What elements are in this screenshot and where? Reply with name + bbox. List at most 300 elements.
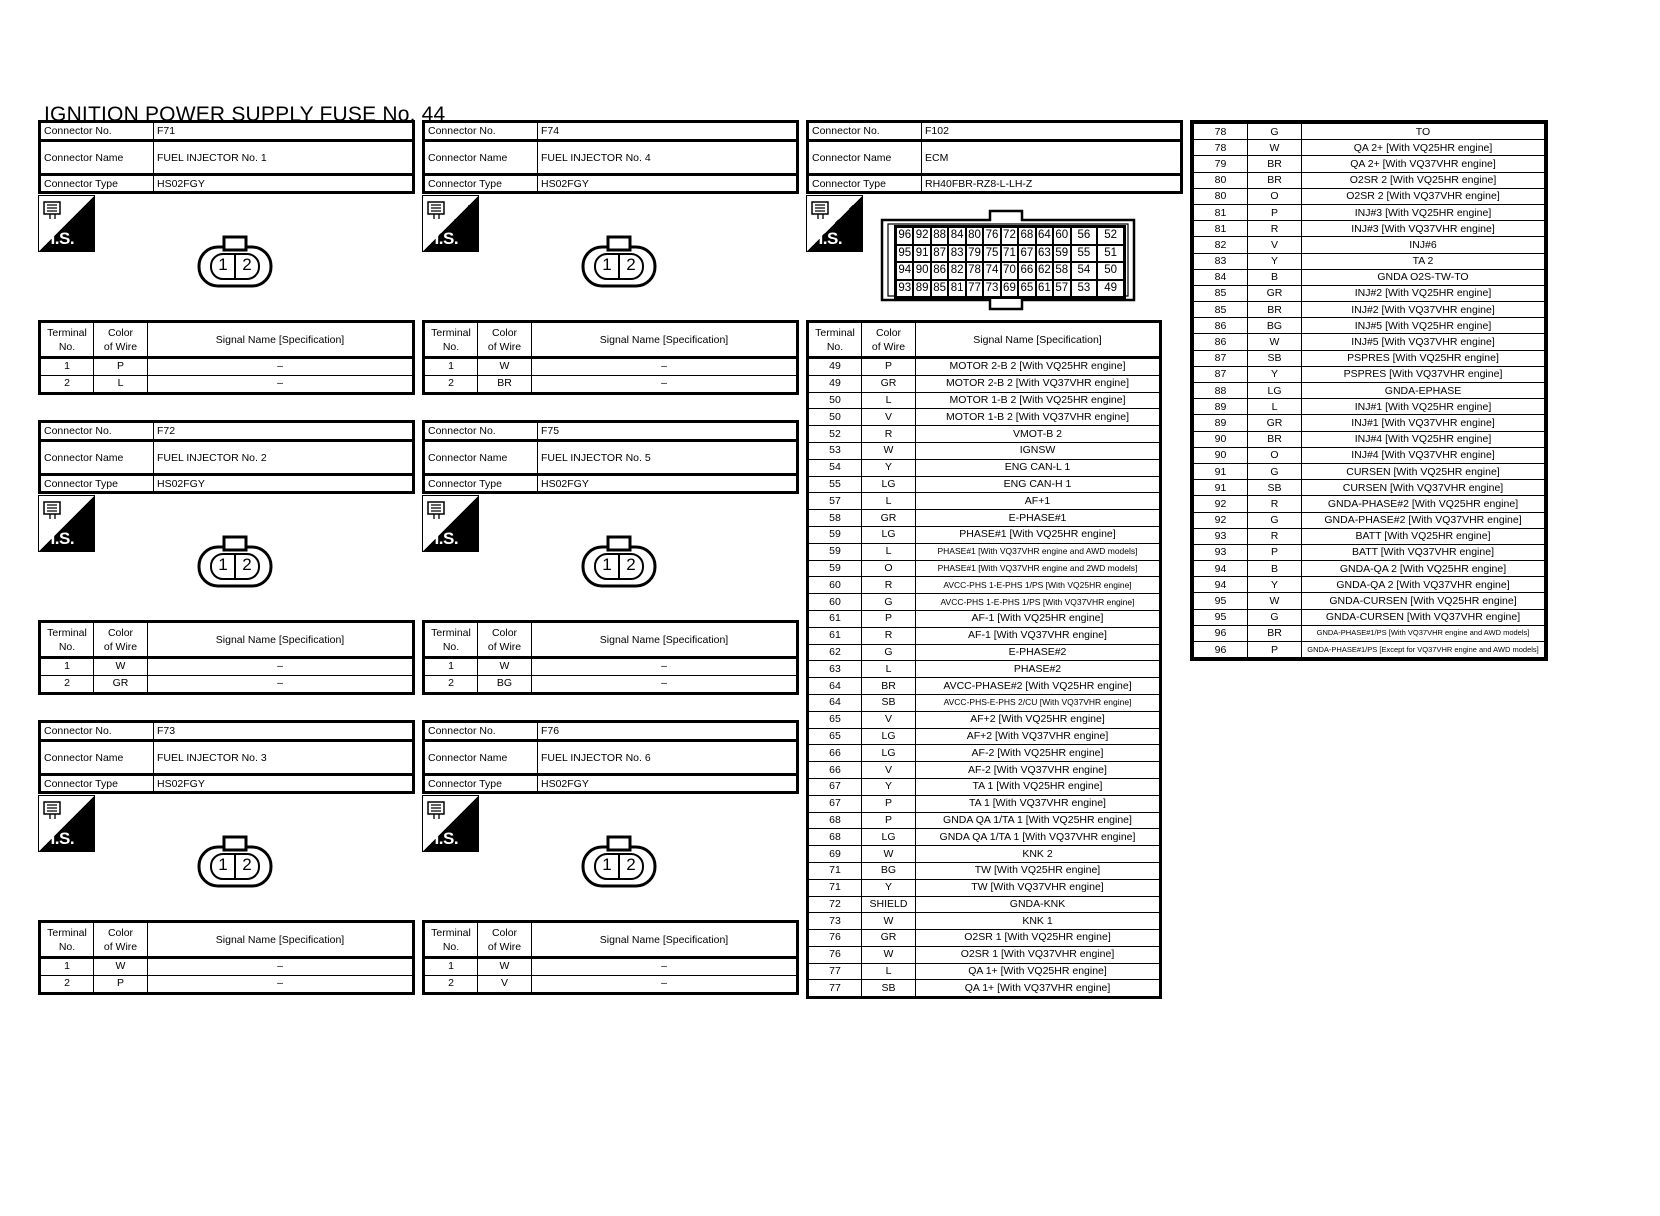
signal-cell: GNDA-EPHASE xyxy=(1302,383,1545,399)
terminal-no-header xyxy=(808,322,862,358)
header-line: Terminal xyxy=(431,926,471,939)
connector-no-label: Connector No. xyxy=(40,722,154,741)
terminal-no-cell: 76 xyxy=(808,946,862,963)
wire-color-cell: Y xyxy=(1248,366,1302,382)
terminal-no-cell: 95 xyxy=(1194,593,1248,609)
terminal-no-cell: 77 xyxy=(808,963,862,980)
wire-color-cell: W xyxy=(94,958,148,976)
wire-color-cell: GR xyxy=(862,510,916,527)
signal-header: Signal Name [Specification] xyxy=(532,322,798,358)
signal-cell: INJ#4 [With VQ25HR engine] xyxy=(1302,431,1545,447)
table-row xyxy=(1194,302,1545,318)
two-pin-connector-face xyxy=(581,235,657,289)
terminal-no-cell: 67 xyxy=(808,778,862,795)
table-row xyxy=(424,675,798,693)
terminal-no-cell: 69 xyxy=(808,846,862,863)
signal-cell: KNK 2 xyxy=(916,846,1161,863)
signal-cell: KNK 1 xyxy=(916,913,1161,930)
wire-color-cell: BR xyxy=(1248,431,1302,447)
color-header xyxy=(94,622,148,658)
signal-cell: O2SR 2 [With VQ37VHR engine] xyxy=(1302,188,1545,204)
pin-cell: 53 xyxy=(1071,280,1098,298)
wire-color-cell: L xyxy=(862,493,916,510)
signal-cell: – xyxy=(532,358,798,376)
connector-no-value: F72 xyxy=(154,422,414,441)
wire-color-cell: W xyxy=(478,958,532,976)
terminal-no-header xyxy=(424,322,478,358)
header-line: Terminal xyxy=(47,626,87,639)
pin-cell: 49 xyxy=(1097,280,1124,298)
pin-label: 2 xyxy=(626,555,636,574)
signal-cell: O2SR 2 [With VQ25HR engine] xyxy=(1302,172,1545,188)
terminal-no-cell: 2 xyxy=(424,675,478,693)
header-line: of Wire xyxy=(487,340,522,353)
terminal-no-cell: 59 xyxy=(808,543,862,560)
signal-cell: TO xyxy=(1302,124,1545,140)
signal-cell: – xyxy=(148,358,414,376)
pin-cell: 87 xyxy=(931,245,948,263)
terminal-no-cell: 2 xyxy=(424,975,478,993)
connector-type-label: Connector Type xyxy=(424,175,538,193)
wire-color-cell: BR xyxy=(478,375,532,393)
table-row xyxy=(808,493,1161,510)
terminal-no-cell: 68 xyxy=(808,812,862,829)
table-row xyxy=(808,375,1161,392)
pin-cell: 50 xyxy=(1097,262,1124,280)
table-row xyxy=(1194,140,1545,156)
signal-cell: – xyxy=(532,375,798,393)
signal-cell: GNDA-QA 2 [With VQ37VHR engine] xyxy=(1302,577,1545,593)
header-line: Terminal xyxy=(47,926,87,939)
hs-label: H.S. xyxy=(427,529,459,548)
table-row xyxy=(1194,253,1545,269)
terminal-no-cell: 2 xyxy=(40,975,94,993)
table-row xyxy=(808,610,1161,627)
wire-color-cell: Y xyxy=(862,778,916,795)
pin-label: 2 xyxy=(626,855,636,874)
signal-cell: GNDA-QA 2 [With VQ25HR engine] xyxy=(1302,561,1545,577)
wire-color-cell: W xyxy=(1248,334,1302,350)
terminal-no-cell: 92 xyxy=(1194,496,1248,512)
terminal-no-cell: 86 xyxy=(1194,318,1248,334)
connector-type-value: HS02FGY xyxy=(538,175,798,193)
pin-cell: 92 xyxy=(913,227,930,245)
signal-cell: GNDA-PHASE#2 [With VQ37VHR engine] xyxy=(1302,512,1545,528)
terminal-no-cell: 95 xyxy=(1194,609,1248,625)
wire-color-cell: BR xyxy=(1248,156,1302,172)
connector-name-label: Connector Name xyxy=(424,141,538,175)
terminal-no-cell: 53 xyxy=(808,442,862,459)
table-row xyxy=(808,728,1161,745)
terminal-no-cell: 50 xyxy=(808,392,862,409)
wire-color-cell: O xyxy=(1248,188,1302,204)
pin-cell: 62 xyxy=(1036,262,1053,280)
wire-color-cell: V xyxy=(862,711,916,728)
connector-name-value: FUEL INJECTOR No. 5 xyxy=(538,441,798,475)
terminal-no-cell: 59 xyxy=(808,560,862,577)
header-line: No. xyxy=(442,640,460,653)
signal-cell: INJ#4 [With VQ37VHR engine] xyxy=(1302,447,1545,463)
signal-cell: – xyxy=(532,958,798,976)
pin-cell: 90 xyxy=(913,262,930,280)
table-row xyxy=(1194,285,1545,301)
signal-cell: – xyxy=(148,675,414,693)
pin-cell: 85 xyxy=(931,280,948,298)
header-line: Terminal xyxy=(431,626,471,639)
wire-color-cell: V xyxy=(862,762,916,779)
terminal-no-cell: 1 xyxy=(40,958,94,976)
pin-cell: 74 xyxy=(983,262,1000,280)
table-row xyxy=(1194,593,1545,609)
pin-cell: 51 xyxy=(1097,245,1124,263)
wire-color-cell: R xyxy=(862,426,916,443)
harness-side-icon xyxy=(38,795,95,852)
signal-cell: – xyxy=(532,658,798,676)
terminal-no-cell: 64 xyxy=(808,694,862,711)
pin-cell: 84 xyxy=(948,227,965,245)
header-line: No. xyxy=(58,940,76,953)
terminal-no-header xyxy=(40,622,94,658)
table-row xyxy=(808,661,1161,678)
wire-color-cell: W xyxy=(478,658,532,676)
pin-cell: 52 xyxy=(1097,227,1124,245)
pin-cell: 91 xyxy=(913,245,930,263)
hs-label: H.S. xyxy=(811,229,843,248)
pin-cell: 77 xyxy=(966,280,983,298)
table-row xyxy=(1194,350,1545,366)
table-row xyxy=(808,896,1161,913)
wire-color-cell: Y xyxy=(862,879,916,896)
table-row xyxy=(1194,496,1545,512)
signal-cell: TA 1 [With VQ25HR engine] xyxy=(916,778,1161,795)
signal-cell: INJ#2 [With VQ37VHR engine] xyxy=(1302,302,1545,318)
connector-glyph-icon xyxy=(426,199,448,221)
signal-cell: TA 1 [With VQ37VHR engine] xyxy=(916,795,1161,812)
terminal-no-cell: 65 xyxy=(808,728,862,745)
wire-color-cell: B xyxy=(1248,269,1302,285)
signal-cell: GNDA-PHASE#1/PS [Except for VQ37VHR engine and AWD models] xyxy=(1302,642,1545,658)
wire-color-cell: Y xyxy=(1248,253,1302,269)
wire-color-cell: G xyxy=(862,644,916,661)
color-header xyxy=(862,322,916,358)
pin-cell: 54 xyxy=(1071,262,1098,280)
pin-label: 1 xyxy=(602,555,612,574)
wire-color-cell: W xyxy=(478,358,532,376)
wire-color-cell: LG xyxy=(862,526,916,543)
color-header xyxy=(478,922,532,958)
header-line: of Wire xyxy=(487,940,522,953)
table-row xyxy=(40,358,414,376)
signal-cell: PSPRES [With VQ25HR engine] xyxy=(1302,350,1545,366)
terminal-no-cell: 91 xyxy=(1194,480,1248,496)
connector-no-value: F102 xyxy=(922,122,1182,141)
terminal-no-cell: 2 xyxy=(40,675,94,693)
terminal-no-cell: 55 xyxy=(808,476,862,493)
wire-color-cell: G xyxy=(1248,463,1302,479)
signal-cell: QA 2+ [With VQ37VHR engine] xyxy=(1302,156,1545,172)
table-row xyxy=(808,879,1161,896)
pin-cell: 69 xyxy=(1001,280,1018,298)
terminal-no-cell: 1 xyxy=(424,658,478,676)
table-row xyxy=(1194,463,1545,479)
connector-no-value: F76 xyxy=(538,722,798,741)
signal-cell: PHASE#2 xyxy=(916,661,1161,678)
wire-color-cell: GR xyxy=(94,675,148,693)
terminal-no-cell: 85 xyxy=(1194,302,1248,318)
terminal-no-cell: 77 xyxy=(808,980,862,998)
wire-color-cell: BG xyxy=(1248,318,1302,334)
connector-type-value: HS02FGY xyxy=(154,775,414,793)
color-header xyxy=(478,322,532,358)
ecm-terminal-table-continued xyxy=(1190,120,1548,661)
signal-cell: ENG CAN-H 1 xyxy=(916,476,1161,493)
connector-name-label: Connector Name xyxy=(424,441,538,475)
wire-color-cell: O xyxy=(862,560,916,577)
connector-type-label: Connector Type xyxy=(808,175,922,193)
pin-row xyxy=(896,280,1124,298)
pin-label: 2 xyxy=(242,855,252,874)
hs-label: H.S. xyxy=(43,529,75,548)
signal-cell: MOTOR 1-B 2 [With VQ25HR engine] xyxy=(916,392,1161,409)
terminal-no-cell: 66 xyxy=(808,762,862,779)
pin-cell: 61 xyxy=(1036,280,1053,298)
pin-cell: 63 xyxy=(1036,245,1053,263)
harness-side-icon xyxy=(806,195,863,252)
terminal-no-cell: 66 xyxy=(808,745,862,762)
terminal-table xyxy=(422,320,799,395)
signal-cell: QA 1+ [With VQ37VHR engine] xyxy=(916,980,1161,998)
pin-cell: 80 xyxy=(966,227,983,245)
terminal-no-cell: 60 xyxy=(808,594,862,611)
signal-header: Signal Name [Specification] xyxy=(532,922,798,958)
header-line: Color xyxy=(491,326,518,339)
terminal-no-cell: 90 xyxy=(1194,431,1248,447)
pin-cell: 82 xyxy=(948,262,965,280)
wire-color-cell: SHIELD xyxy=(862,896,916,913)
connector-type-value: HS02FGY xyxy=(538,475,798,493)
wire-color-cell: P xyxy=(862,610,916,627)
header-line: No. xyxy=(826,340,844,353)
signal-cell: INJ#3 [With VQ37VHR engine] xyxy=(1302,221,1545,237)
wire-color-cell: W xyxy=(862,946,916,963)
table-row xyxy=(808,862,1161,879)
wire-color-cell: BR xyxy=(1248,625,1302,641)
terminal-no-cell: 1 xyxy=(40,658,94,676)
table-row xyxy=(1194,204,1545,220)
signal-cell: MOTOR 2-B 2 [With VQ37VHR engine] xyxy=(916,375,1161,392)
signal-cell: PHASE#1 [With VQ37VHR engine and AWD models] xyxy=(916,543,1161,560)
table-row xyxy=(40,958,414,976)
pin-cell: 66 xyxy=(1018,262,1035,280)
pin-cell: 89 xyxy=(913,280,930,298)
terminal-no-cell: 80 xyxy=(1194,188,1248,204)
pin-cell: 79 xyxy=(966,245,983,263)
table-row xyxy=(40,675,414,693)
terminal-no-cell: 71 xyxy=(808,862,862,879)
header-line: Color xyxy=(491,626,518,639)
table-row xyxy=(808,913,1161,930)
table-row xyxy=(1194,544,1545,560)
connector-type-label: Connector Type xyxy=(40,475,154,493)
connector-type-value: RH40FBR-RZ8-L-LH-Z xyxy=(922,175,1182,193)
table-row xyxy=(808,694,1161,711)
signal-cell: – xyxy=(148,958,414,976)
terminal-no-cell: 94 xyxy=(1194,561,1248,577)
table-row xyxy=(808,510,1161,527)
table-row xyxy=(1194,366,1545,382)
signal-cell: GNDA QA 1/TA 1 [With VQ37VHR engine] xyxy=(916,829,1161,846)
table-row xyxy=(808,560,1161,577)
ecm-pin-grid xyxy=(894,225,1126,299)
connector-name-label: Connector Name xyxy=(40,141,154,175)
pin-cell: 95 xyxy=(896,245,913,263)
terminal-no-cell: 83 xyxy=(1194,253,1248,269)
wire-color-cell: W xyxy=(1248,593,1302,609)
wire-color-cell: SB xyxy=(862,694,916,711)
connector-name-label: Connector Name xyxy=(40,441,154,475)
wire-color-cell: G xyxy=(862,594,916,611)
terminal-no-cell: 82 xyxy=(1194,237,1248,253)
pin-cell: 55 xyxy=(1071,245,1098,263)
connector-no-value: F75 xyxy=(538,422,798,441)
wire-color-cell: R xyxy=(1248,528,1302,544)
terminal-no-cell: 96 xyxy=(1194,642,1248,658)
pin-cell: 94 xyxy=(896,262,913,280)
signal-cell: INJ#5 [With VQ37VHR engine] xyxy=(1302,334,1545,350)
terminal-no-cell: 89 xyxy=(1194,415,1248,431)
terminal-no-cell: 73 xyxy=(808,913,862,930)
wire-color-cell: P xyxy=(94,358,148,376)
wire-color-cell: BR xyxy=(862,678,916,695)
terminal-no-cell: 87 xyxy=(1194,366,1248,382)
header-line: of Wire xyxy=(871,340,906,353)
wire-color-cell: BG xyxy=(862,862,916,879)
terminal-no-cell: 61 xyxy=(808,627,862,644)
wire-color-cell: W xyxy=(862,846,916,863)
pin-cell: 58 xyxy=(1053,262,1070,280)
color-header xyxy=(478,622,532,658)
harness-side-icon xyxy=(38,195,95,252)
connector-type-value: HS02FGY xyxy=(538,775,798,793)
header-line: Color xyxy=(875,326,902,339)
signal-cell: GNDA-PHASE#2 [With VQ25HR engine] xyxy=(1302,496,1545,512)
connector-type-label: Connector Type xyxy=(40,175,154,193)
signal-cell: AVCC-PHASE#2 [With VQ25HR engine] xyxy=(916,678,1161,695)
pin-cell: 72 xyxy=(1001,227,1018,245)
signal-cell: AF-1 [With VQ25HR engine] xyxy=(916,610,1161,627)
pin-row xyxy=(896,227,1124,245)
connector-name-value: FUEL INJECTOR No. 4 xyxy=(538,141,798,175)
table-row xyxy=(424,658,798,676)
connector-type-value: HS02FGY xyxy=(154,475,414,493)
terminal-no-cell: 79 xyxy=(1194,156,1248,172)
pin-label: 1 xyxy=(218,555,228,574)
pin-cell: 64 xyxy=(1036,227,1053,245)
wire-color-cell: R xyxy=(862,577,916,594)
table-row xyxy=(1194,625,1545,641)
header-line: No. xyxy=(442,340,460,353)
wire-color-cell: L xyxy=(862,661,916,678)
wire-color-cell: Y xyxy=(1248,577,1302,593)
table-row xyxy=(1194,318,1545,334)
hs-label: H.S. xyxy=(427,829,459,848)
table-row xyxy=(1194,269,1545,285)
signal-cell: – xyxy=(148,975,414,993)
wire-color-cell: P xyxy=(1248,544,1302,560)
terminal-table xyxy=(806,320,1162,999)
table-row xyxy=(1194,561,1545,577)
table-row xyxy=(1194,609,1545,625)
header-line: of Wire xyxy=(103,640,138,653)
wire-color-cell: SB xyxy=(1248,350,1302,366)
connector-header-table xyxy=(422,420,799,494)
table-row xyxy=(808,577,1161,594)
table-row xyxy=(1194,642,1545,658)
two-pin-connector-face xyxy=(581,535,657,589)
pin-label: 1 xyxy=(218,855,228,874)
signal-cell: TA 2 xyxy=(1302,253,1545,269)
table-row xyxy=(1194,156,1545,172)
signal-cell: – xyxy=(148,658,414,676)
wire-color-cell: L xyxy=(94,375,148,393)
table-row xyxy=(808,946,1161,963)
signal-header: Signal Name [Specification] xyxy=(148,922,414,958)
table-row xyxy=(808,594,1161,611)
ecm-connector-face xyxy=(872,208,1144,312)
pin-cell: 96 xyxy=(896,227,913,245)
signal-header: Signal Name [Specification] xyxy=(916,322,1161,358)
table-row xyxy=(808,526,1161,543)
signal-cell: AVCC-PHS-E-PHS 2/CU [With VQ37VHR engine] xyxy=(916,694,1161,711)
wire-color-cell: P xyxy=(862,812,916,829)
terminal-no-cell: 72 xyxy=(808,896,862,913)
table-row xyxy=(1194,577,1545,593)
signal-header: Signal Name [Specification] xyxy=(148,622,414,658)
signal-cell: INJ#1 [With VQ37VHR engine] xyxy=(1302,415,1545,431)
wire-color-cell: R xyxy=(862,627,916,644)
connector-type-label: Connector Type xyxy=(424,475,538,493)
terminal-no-cell: 86 xyxy=(1194,334,1248,350)
signal-cell: E-PHASE#1 xyxy=(916,510,1161,527)
terminal-no-cell: 58 xyxy=(808,510,862,527)
signal-cell: GNDA-PHASE#1/PS [With VQ37VHR engine and AWD models] xyxy=(1302,625,1545,641)
signal-cell: O2SR 1 [With VQ37VHR engine] xyxy=(916,946,1161,963)
signal-cell: E-PHASE#2 xyxy=(916,644,1161,661)
wire-color-cell: GR xyxy=(862,375,916,392)
wire-color-cell: BG xyxy=(478,675,532,693)
connector-header-table xyxy=(38,120,415,194)
harness-side-icon xyxy=(422,795,479,852)
connector-glyph-icon xyxy=(426,799,448,821)
connector-no-label: Connector No. xyxy=(424,722,538,741)
terminal-table xyxy=(422,920,799,995)
pin-cell: 83 xyxy=(948,245,965,263)
wire-color-cell: G xyxy=(1248,124,1302,140)
pin-label: 1 xyxy=(602,255,612,274)
signal-cell: IGNSW xyxy=(916,442,1161,459)
connector-no-value: F71 xyxy=(154,122,414,141)
pin-label: 2 xyxy=(626,255,636,274)
terminal-no-cell: 50 xyxy=(808,409,862,426)
table-row xyxy=(808,358,1161,376)
terminal-no-cell: 1 xyxy=(424,358,478,376)
terminal-no-cell: 80 xyxy=(1194,172,1248,188)
table-row xyxy=(1194,528,1545,544)
wire-color-cell: P xyxy=(1248,642,1302,658)
signal-cell: QA 1+ [With VQ25HR engine] xyxy=(916,963,1161,980)
hs-label: H.S. xyxy=(43,229,75,248)
header-line: Color xyxy=(107,326,134,339)
